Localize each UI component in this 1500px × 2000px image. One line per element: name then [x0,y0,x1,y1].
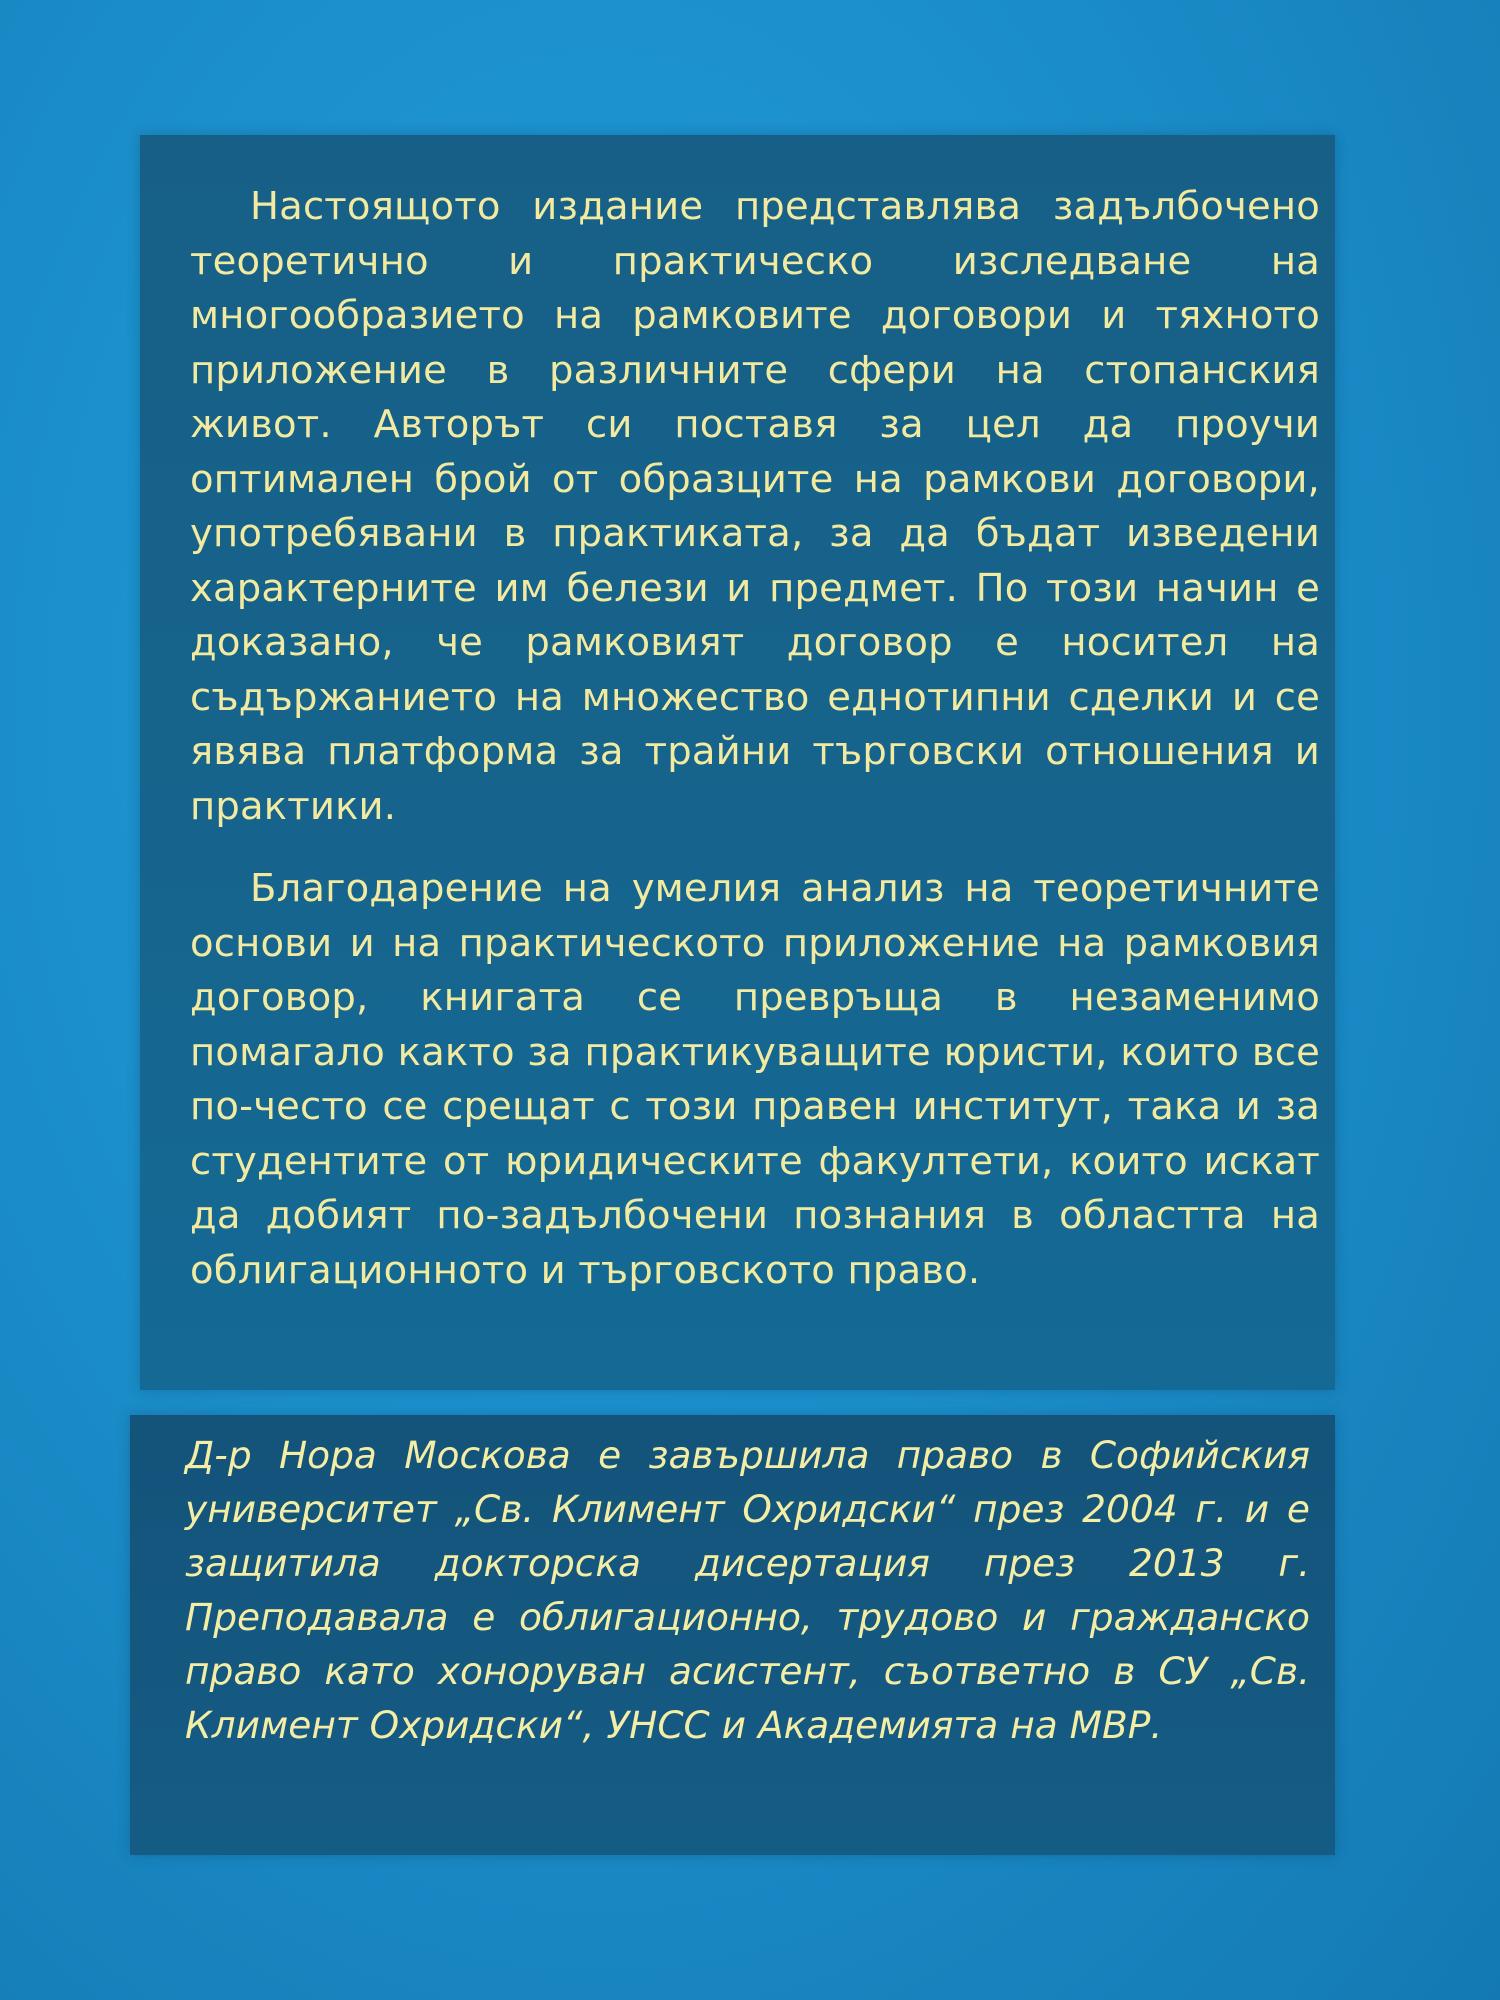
description-paragraph-2: Благодарение на умелия анализ на теоретичните основи и на практическото приложение на рамковия договор, книгата се превръща в незаменимо помагало както за практикуващите юристи, които все по-често се срещат с този правен институт, така и за студентите от юридическите факултети, които искат да добият по-задълбочени познания в областта на облигационното и търговското право. [190,866,1320,1293]
description-paragraph-1: Настоящото издание представлява задълбочено теоретично и практическо изследване на многообразието на рамковите договори и тяхното приложение в различните сфери на стопанския живот. Авторът си поставя за цел да проучи оптимален брой от образците на рамкови договори, употребявани в практиката, за да бъдат изведени характерните им белези и предмет. По този начин е доказано, че рамковият договор е носител на съдържанието на множество еднотипни сделки и се явява платформа за трайни търговски отношения и практики. [190,184,1320,829]
author-bio: Д-р Нора Москова е завършила право в Софийския университет „Св. Климент Охридски“ през 2004 г. и е защитила докторска дисертация през 2013 г. Преподавала е облигационно, трудово и гражданско право като хоноруван асистент, съответно в СУ „Св. Климент Охридски“, УНСС и Академията на МВР. [185,1433,1310,1747]
